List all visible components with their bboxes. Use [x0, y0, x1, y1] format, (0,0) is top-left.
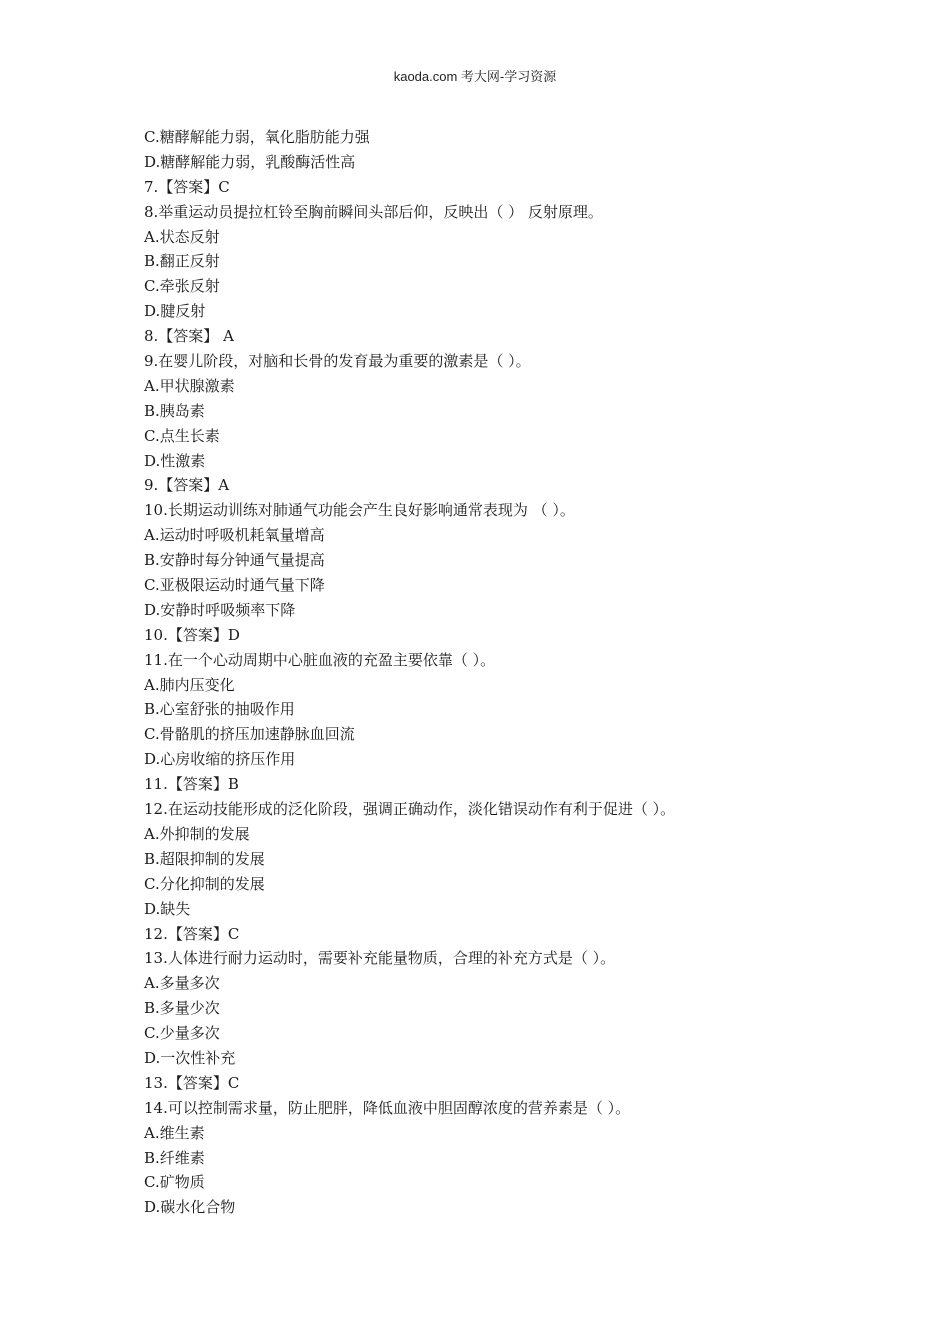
option-line: A.肺内压变化	[144, 675, 235, 694]
answer-line: 10.【答案】D	[144, 625, 240, 644]
option-line: C.分化抑制的发展	[144, 874, 265, 893]
answer-line: 9.【答案】A	[144, 476, 230, 495]
option-line: D.一次性补充	[144, 1048, 236, 1067]
option-line: D.碳水化合物	[144, 1198, 236, 1217]
option-line: B.心室舒张的抽吸作用	[144, 700, 295, 719]
answer-line: 7.【答案】C	[144, 177, 230, 196]
option-line: A.甲状腺激素	[144, 376, 235, 395]
option-line: C.糖酵解能力弱，氧化脂肪能力强	[144, 128, 370, 146]
option-line: C.矿物质	[144, 1173, 205, 1192]
document-body	[144, 125, 844, 1220]
answer-line: 8.【答案】 A	[144, 327, 234, 346]
option-line: B.多量少次	[144, 999, 220, 1018]
question-line: 10.长期运动训练对肺通气功能会产生良好影响通常表现为 （ ）。	[144, 501, 575, 520]
option-line: D.糖酵解能力弱，乳酸酶活性高	[144, 152, 356, 171]
option-line: B.超限抑制的发展	[144, 849, 265, 868]
option-line: A.外抑制的发展	[144, 824, 250, 843]
option-line: B.胰岛素	[144, 401, 205, 420]
question-line: 9.在婴儿阶段，对脑和长骨的发育最为重要的激素是（ ）。	[144, 352, 531, 371]
option-line: C.牵张反射	[144, 277, 220, 296]
option-line: A.运动时呼吸机耗氧量增高	[144, 526, 325, 545]
question-line: 11.在一个心动周期中心脏血液的充盈主要依靠（ ）。	[144, 650, 496, 669]
option-line: B.翻正反射	[144, 252, 220, 271]
question-line: 8.举重运动员提拉杠铃至胸前瞬间头部后仰，反映出（ ） 反射原理。	[144, 202, 603, 221]
answer-line: 12.【答案】C	[144, 924, 240, 943]
option-line: C.点生长素	[144, 426, 220, 445]
option-line: D.心房收缩的挤压作用	[144, 750, 296, 769]
option-line: A.多量多次	[144, 974, 220, 993]
option-line: C.少量多次	[144, 1024, 220, 1043]
answer-line: 11.【答案】B	[144, 775, 239, 794]
option-line: C.亚极限运动时通气量下降	[144, 576, 325, 595]
option-line: B.安静时每分钟通气量提高	[144, 551, 325, 570]
answer-line: 13.【答案】C	[144, 1073, 240, 1092]
option-line: C.骨骼肌的挤压加速静脉血回流	[144, 725, 355, 744]
question-line: 12.在运动技能形成的泛化阶段，强调正确动作，淡化错误动作有利于促进（ ）。	[144, 800, 676, 819]
option-line: A.维生素	[144, 1123, 205, 1142]
question-line: 14.可以控制需求量，防止肥胖，降低血液中胆固醇浓度的营养素是（ ）。	[144, 1098, 631, 1117]
option-line: D.安静时呼吸频率下降	[144, 600, 296, 619]
option-line: B.纤维素	[144, 1148, 205, 1167]
question-line: 13.人体进行耐力运动时，需要补充能量物质，合理的补充方式是（ ）。	[144, 949, 616, 968]
option-line: D.腱反射	[144, 302, 206, 321]
option-line: A.状态反射	[144, 227, 220, 246]
option-line: D.性激素	[144, 451, 206, 470]
option-line: D.缺失	[144, 899, 191, 918]
page-header: kaoda.com 考大网-学习资源	[393, 69, 557, 84]
